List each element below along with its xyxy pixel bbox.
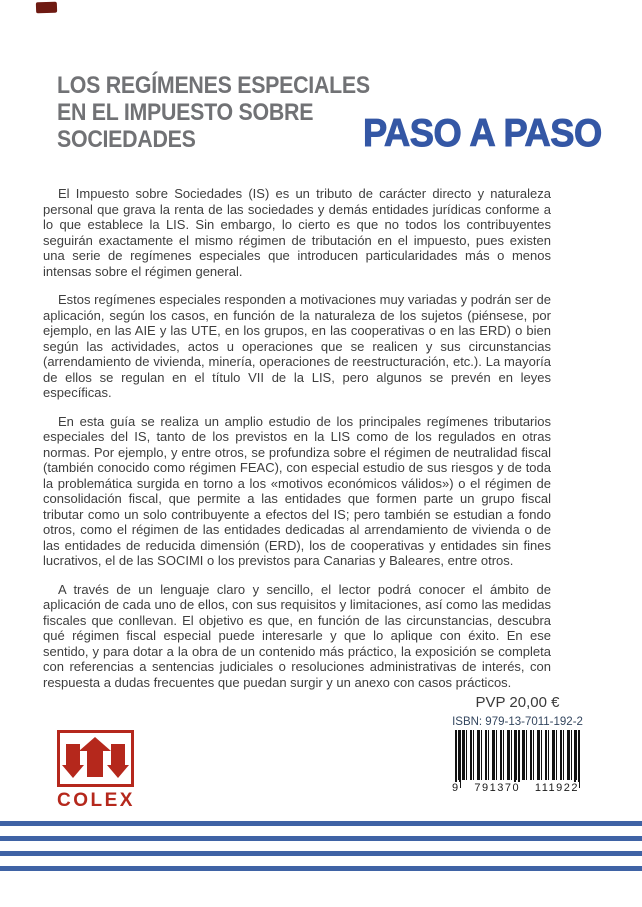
footer-stripes (0, 821, 642, 881)
paragraph-3: En esta guía se realiza un amplio estudio de los principales regímenes tributarios especiales del IS, tanto de los previstos en la LIS como de los regulados en otras normas. Por ejemplo, y entre otros, se profundiza sobre el régimen de neutralidad fiscal (también conocido como régimen FEAC), con especial estudio de sus riesgos y de toda la problemática surgida en torno a los «motivos económicos válidos») o el régimen de consolidación fiscal, que permite a las entidades que formen parte un grupo fiscal tributar como un solo contribuyente a efectos del IS; pero también se estudian a fondo otros, como el régimen de las entidades dedicadas al arrendamiento de vivienda o de las entidades de reducida dimensión (ERD), los de cooperativas y entidades sin fines lucrativos, el de las SOCIMI o los previstos para Canarias y Baleares, entre otros. (43, 413, 551, 568)
barcode-digits (452, 782, 580, 794)
book-title-line-1: LOS REGÍMENES ESPECIALES (57, 72, 370, 99)
paragraph-1: El Impuesto sobre Sociedades (IS) es un tributo de carácter directo y naturaleza personal que grava la renta de las sociedades y demás entidades jurídicas conforme a lo que establece la LIS. Sin embargo, lo cierto es que no todos los contribuyentes seguirán exactamente el mismo régimen de tributación en el impuesto, pues existen una serie de regímenes especiales que introducen particularidades más o menos intensas sobre el régimen general. (43, 186, 551, 279)
barcode-digit-group-2: 111922 (534, 782, 579, 794)
arrow-down-right-icon (111, 744, 125, 765)
stripe (0, 821, 642, 826)
barcode (452, 730, 580, 794)
paragraph-2: Estos regímenes especiales responden a motivaciones muy variadas y podrán ser de aplicación, según los casos, en función de la naturaleza de los sujetos (piénsese, por ejemplo, en las AIE y las UTE, en los grupos, en las cooperativas o en las ERD) o bien según las actividades, actos u operaciones que se realicen y sus circunstancias (arrendamiento de vivienda, minería, operaciones de reestructuración, etc.). La mayoría de ellos se regulan en el título VII de la LIS, pero algunos se prevén en leyes específicas. (43, 292, 551, 400)
arrow-up-icon (79, 737, 111, 751)
book-title-line-3: SOCIEDADES (57, 126, 196, 153)
book-title-line-2: EN EL IMPUESTO SOBRE (57, 99, 314, 126)
isbn-label: ISBN: 979-13-7011-192-2 (452, 716, 583, 728)
barcode-digit-group-1: 791370 (474, 782, 521, 794)
arrow-down-left-icon (66, 744, 80, 765)
stripe (0, 836, 642, 841)
price-label: PVP 20,00 € (475, 694, 560, 711)
corner-mark (36, 2, 57, 14)
barcode-digit-first: 9 (452, 782, 460, 794)
publisher-logo (57, 730, 134, 812)
stripe (0, 851, 642, 856)
stripe (0, 866, 642, 871)
barcode-bars (455, 730, 580, 780)
back-cover-text (43, 186, 551, 703)
series-brand: PASO A PASO (363, 112, 602, 155)
pricing-block (400, 694, 635, 728)
book-title (57, 72, 370, 153)
paragraph-4: A través de un lenguaje claro y sencillo, el lector podrá conocer el ámbito de aplicación de cada uno de ellos, con sus requisitos y limitaciones, así como las medidas fiscales que conllevan. El objetivo es que, en función de las circunstancias, descubra qué régimen fiscal especial puede interesarle y que lo aplique con éxito. En ese sentido, y para dotar a la obra de un contenido más práctico, la exposición se completa con referencias a sentencias judiciales o resoluciones administrativas de interés, con respuesta a dudas frecuentes que puedan surgir y un anexo con casos prácticos. (43, 581, 551, 690)
colex-arrows-icon (57, 730, 134, 787)
publisher-wordmark: COLEX (57, 790, 135, 811)
